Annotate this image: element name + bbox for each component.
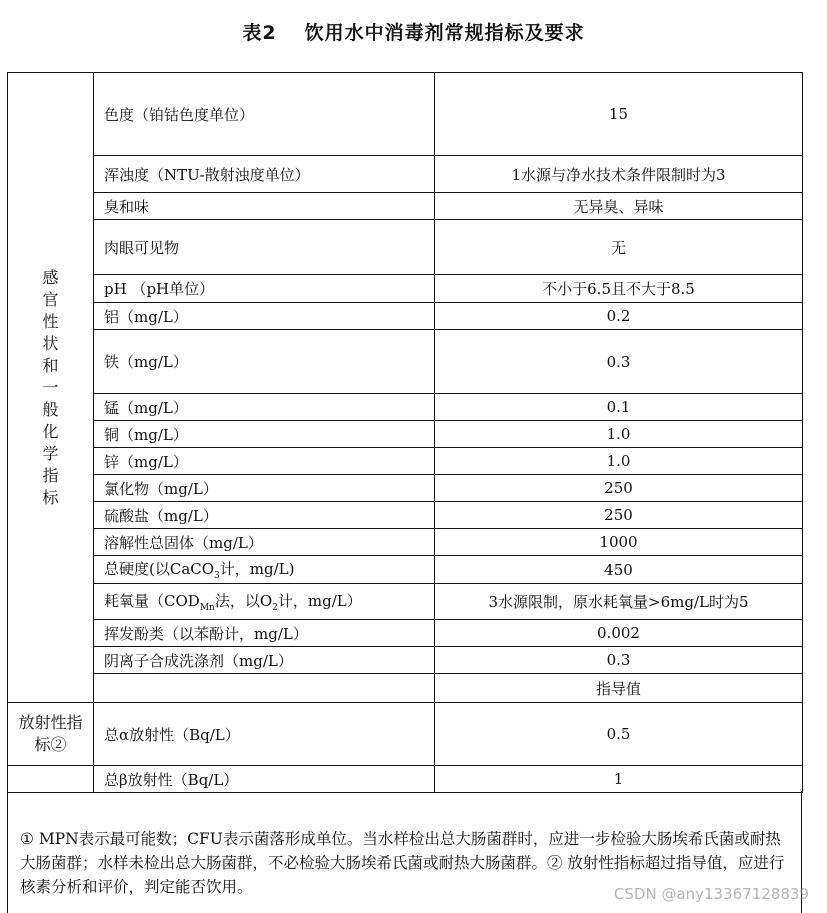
indicator-name: 溶解性总固体（mg/L） bbox=[94, 529, 435, 556]
indicator-value: 0.5 bbox=[435, 703, 803, 766]
table-row bbox=[8, 647, 803, 674]
indicator-name: pH （pH单位） bbox=[94, 275, 435, 303]
indicator-name: 总α放射性（Bq/L） bbox=[94, 703, 435, 766]
table-row bbox=[8, 275, 803, 303]
table-row bbox=[8, 448, 803, 475]
indicator-value: 3水源限制，原水耗氧量>6mg/L时为5 bbox=[435, 584, 803, 620]
table-row bbox=[8, 584, 803, 620]
indicator-value: 0.002 bbox=[435, 620, 803, 647]
indicator-name: 挥发酚类（以苯酚计，mg/L） bbox=[94, 620, 435, 647]
table-row bbox=[8, 193, 803, 220]
indicator-name: 阴离子合成洗涤剂（mg/L） bbox=[94, 647, 435, 674]
indicator-value: 不小于6.5且不大于8.5 bbox=[435, 275, 803, 303]
indicator-value: 15 bbox=[435, 73, 803, 156]
guidance-header-row bbox=[8, 674, 803, 703]
table-row bbox=[8, 421, 803, 448]
indicator-value: 1000 bbox=[435, 529, 803, 556]
table-row bbox=[8, 73, 803, 156]
indicator-value: 无 bbox=[435, 220, 803, 275]
indicator-name: 锰（mg/L） bbox=[94, 394, 435, 421]
table-title-text: 饮用水中消毒剂常规指标及要求 bbox=[304, 22, 585, 44]
indicator-name: 铝（mg/L） bbox=[94, 303, 435, 330]
indicator-name: 色度（铂钴色度单位） bbox=[94, 73, 435, 156]
indicator-value: 0.2 bbox=[435, 303, 803, 330]
footnotes-text: ① MPN表示最可能数；CFU表示菌落形成单位。当水样检出总大肠菌群时，应进一步检验大肠埃希氏菌或耐热大肠菌群；水样未检出总大肠菌群，不必检验大肠埃希氏菌或耐热大肠菌群。② 放射性指标超过指导值，应进行核素分析和评价，判定能否饮用。 bbox=[20, 830, 785, 896]
indicator-name: 铁（mg/L） bbox=[94, 330, 435, 394]
indicator-value: 250 bbox=[435, 475, 803, 502]
indicator-name: 浑浊度（NTU-散射浊度单位） bbox=[94, 156, 435, 193]
table-row bbox=[8, 303, 803, 330]
indicator-value: 450 bbox=[435, 556, 803, 584]
indicator-value: 1.0 bbox=[435, 421, 803, 448]
indicator-value: 0.3 bbox=[435, 647, 803, 674]
indicator-name: 氯化物（mg/L） bbox=[94, 475, 435, 502]
indicator-name: 硫酸盐（mg/L） bbox=[94, 502, 435, 529]
table-row bbox=[8, 502, 803, 529]
table-row bbox=[8, 156, 803, 193]
indicator-name: 耗氧量（$COD_{Mn}$法，以$O_2$计，mg/L） bbox=[94, 584, 435, 620]
table-row bbox=[8, 220, 803, 275]
watermark: CSDN @any13367128839 bbox=[613, 885, 809, 903]
indicator-value: 无异臭、异味 bbox=[435, 193, 803, 220]
empty-cell bbox=[94, 674, 435, 703]
category-sensory-general: 感官性状和一般化学指标 bbox=[8, 73, 94, 703]
indicator-name: 肉眼可见物 bbox=[94, 220, 435, 275]
table-row bbox=[8, 556, 803, 584]
table-row bbox=[8, 475, 803, 502]
indicator-name: 总硬度(以CaCO$_3$计，mg/L) bbox=[94, 556, 435, 584]
indicator-name: 锌（mg/L） bbox=[94, 448, 435, 475]
table-number: 表2 bbox=[242, 22, 277, 44]
indicator-value: 1 bbox=[435, 766, 803, 793]
table-row bbox=[8, 330, 803, 394]
indicator-value: 0.1 bbox=[435, 394, 803, 421]
indicator-value: 250 bbox=[435, 502, 803, 529]
table-title bbox=[0, 18, 827, 45]
indicator-value: 1水源与净水技术条件限制时为3 bbox=[435, 156, 803, 193]
indicator-name: 总β放射性（Bq/L） bbox=[94, 766, 435, 793]
table-row bbox=[8, 620, 803, 647]
table-row bbox=[8, 766, 803, 793]
indicator-value: 0.3 bbox=[435, 330, 803, 394]
indicator-name: 臭和味 bbox=[94, 193, 435, 220]
indicator-name: 铜（mg/L） bbox=[94, 421, 435, 448]
empty-cell bbox=[8, 766, 94, 793]
indicator-value: 1.0 bbox=[435, 448, 803, 475]
category-radioactivity: 放射性指标② bbox=[8, 703, 94, 766]
table-row bbox=[8, 703, 803, 766]
guidance-header: 指导值 bbox=[435, 674, 803, 703]
table-row bbox=[8, 529, 803, 556]
table-row bbox=[8, 394, 803, 421]
standards-table bbox=[7, 72, 803, 793]
